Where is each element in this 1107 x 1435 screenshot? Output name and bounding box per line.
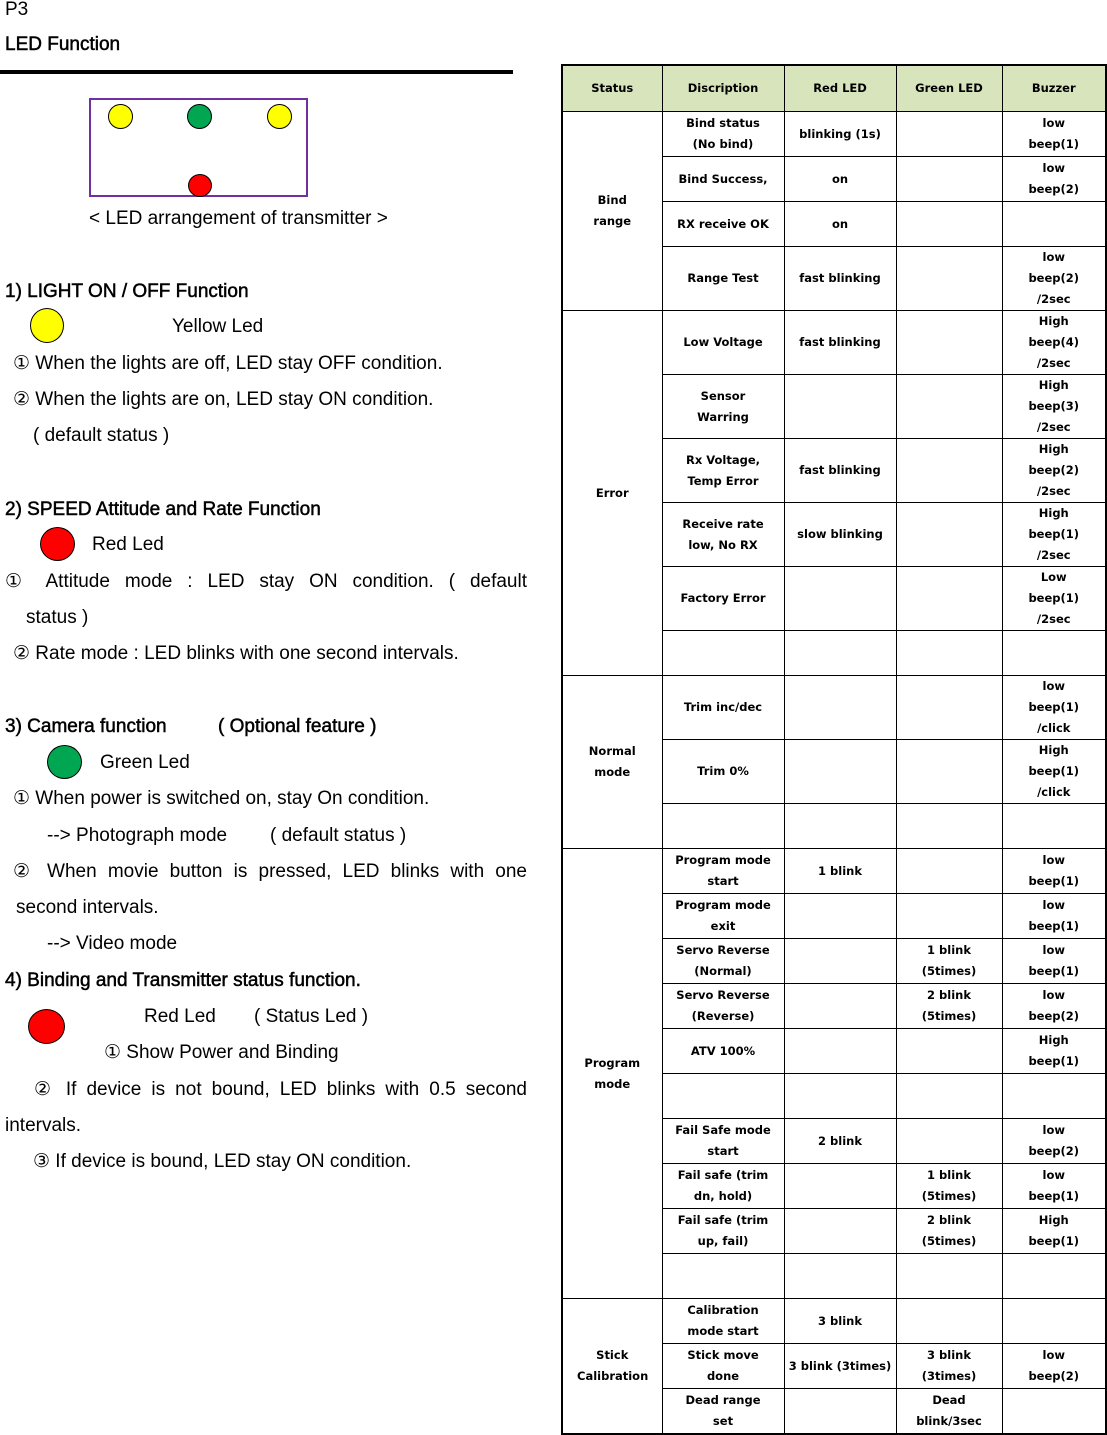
binding-status-led: ( Status Led ) — [254, 1006, 369, 1027]
speed-item-2: ② Rate mode : LED blinks with one second intervals. — [13, 643, 459, 664]
green-led-icon — [187, 104, 212, 129]
buzzer-cell: Low beep(1) /2sec — [1002, 567, 1106, 631]
table-row — [562, 1299, 1106, 1344]
description-cell — [662, 1254, 784, 1299]
buzzer-cell: low beep(2) — [1002, 984, 1106, 1029]
binding-item-2b: intervals. — [5, 1115, 82, 1136]
description-cell: ATV 100% — [662, 1029, 784, 1074]
buzzer-cell — [1002, 1389, 1106, 1435]
red-led-cell: fast blinking — [784, 311, 896, 375]
buzzer-cell — [1002, 804, 1106, 849]
description-cell: Low Voltage — [662, 311, 784, 375]
camera-item-1b: --> Photograph mode — [47, 825, 228, 846]
header-buzzer: Buzzer — [1002, 65, 1106, 112]
red-led-cell — [784, 1389, 896, 1435]
red-led-cell — [784, 984, 896, 1029]
red-led-cell: fast blinking — [784, 247, 896, 311]
camera-item-1: ① When power is switched on, stay On condition. — [13, 788, 430, 809]
buzzer-cell — [1002, 202, 1106, 247]
binding-title: 4) Binding and Transmitter status function. — [5, 970, 361, 991]
header-red-led: Red LED — [784, 65, 896, 112]
buzzer-cell — [1002, 1074, 1106, 1119]
description-cell: Fail Safe mode start — [662, 1119, 784, 1164]
buzzer-cell: High beep(4) /2sec — [1002, 311, 1106, 375]
red-led-cell — [784, 676, 896, 740]
description-cell: Servo Reverse (Normal) — [662, 939, 784, 984]
green-led-cell — [896, 740, 1002, 804]
description-cell: Program mode exit — [662, 894, 784, 939]
red-led-cell: 3 blink (3times) — [784, 1344, 896, 1389]
description-cell: Trim inc/dec — [662, 676, 784, 740]
green-led-cell — [896, 1074, 1002, 1119]
description-cell: Sensor Warring — [662, 375, 784, 439]
buzzer-cell: low beep(1) /click — [1002, 676, 1106, 740]
buzzer-cell: low beep(1) — [1002, 1164, 1106, 1209]
green-led-cell — [896, 1029, 1002, 1074]
led-arrangement-frame — [89, 98, 308, 197]
section-title: LED Function — [5, 34, 121, 55]
buzzer-cell: low beep(2) /2sec — [1002, 247, 1106, 311]
buzzer-cell — [1002, 1299, 1106, 1344]
binding-item-1: ① Show Power and Binding — [104, 1042, 339, 1063]
green-led-cell — [896, 202, 1002, 247]
buzzer-cell: low beep(1) — [1002, 939, 1106, 984]
buzzer-cell: low beep(2) — [1002, 1344, 1106, 1389]
red-led-cell: on — [784, 157, 896, 202]
header-green-led: Green LED — [896, 65, 1002, 112]
table-header-row — [562, 65, 1106, 112]
camera-item-2: ② When movie button is pressed, LED blinks with one — [13, 861, 527, 882]
green-led-cell — [896, 247, 1002, 311]
camera-optional: ( Optional feature ) — [218, 716, 377, 737]
light-item-2: ② When the lights are on, LED stay ON condition. — [13, 389, 434, 410]
red-led-cell — [784, 894, 896, 939]
binding-item-3: ③ If device is bound, LED stay ON condition. — [33, 1151, 412, 1172]
description-cell: RX receive OK — [662, 202, 784, 247]
description-cell: Fail safe (trim up, fail) — [662, 1209, 784, 1254]
description-cell: Receive rate low, No RX — [662, 503, 784, 567]
red-led-cell — [784, 939, 896, 984]
green-led-cell — [896, 311, 1002, 375]
header-description: Discription — [662, 65, 784, 112]
green-led-cell — [896, 1254, 1002, 1299]
red-led-cell: on — [784, 202, 896, 247]
red-led-icon — [188, 174, 212, 197]
description-cell: Stick move done — [662, 1344, 784, 1389]
camera-item-2b: second intervals. — [16, 897, 159, 918]
buzzer-cell: High beep(2) /2sec — [1002, 439, 1106, 503]
red-led-cell — [784, 631, 896, 676]
red-led-status-icon — [28, 1009, 65, 1044]
light-title: 1) LIGHT ON / OFF Function — [5, 281, 249, 302]
description-cell — [662, 631, 784, 676]
red-led-cell — [784, 1029, 896, 1074]
red-led-cell: blinking (1s) — [784, 112, 896, 157]
speed-item-1: ① Attitude mode : LED stay ON condition. ( default — [5, 571, 527, 592]
buzzer-cell: low beep(2) — [1002, 157, 1106, 202]
red-led-cell: fast blinking — [784, 439, 896, 503]
red-led-cell — [784, 1254, 896, 1299]
description-cell: Bind Success, — [662, 157, 784, 202]
red-led-cell: 1 blink — [784, 849, 896, 894]
description-cell — [662, 1074, 784, 1119]
camera-title: 3) Camera function — [5, 716, 167, 737]
binding-item-2: ② If device is not bound, LED blinks with 0.5 second — [34, 1079, 527, 1100]
green-led-cell: 2 blink (5times) — [896, 984, 1002, 1029]
status-group-cell: Error — [562, 311, 662, 676]
description-cell: Bind status (No bind) — [662, 112, 784, 157]
page-label: P3 — [5, 0, 29, 20]
status-group-cell: Normal mode — [562, 676, 662, 849]
green-led-cell — [896, 112, 1002, 157]
description-cell: Rx Voltage, Temp Error — [662, 439, 784, 503]
green-led-cell — [896, 439, 1002, 503]
green-led-cell: 1 blink (5times) — [896, 1164, 1002, 1209]
green-led-cell — [896, 1299, 1002, 1344]
red-led-cell — [784, 1074, 896, 1119]
yellow-led-left-icon — [108, 104, 133, 129]
description-cell: Program mode start — [662, 849, 784, 894]
buzzer-cell: low beep(1) — [1002, 112, 1106, 157]
red-led-cell — [784, 804, 896, 849]
speed-title: 2) SPEED Attitude and Rate Function — [5, 499, 321, 520]
header-status: Status — [562, 65, 662, 112]
red-led-cell — [784, 375, 896, 439]
red-led-cell: slow blinking — [784, 503, 896, 567]
buzzer-cell — [1002, 631, 1106, 676]
red-led-cell — [784, 740, 896, 804]
status-group-cell: Stick Calibration — [562, 1299, 662, 1435]
speed-item-1b: status ) — [26, 607, 89, 628]
table-row — [562, 112, 1106, 157]
red-led-cell — [784, 1164, 896, 1209]
camera-led-label: Green Led — [100, 752, 190, 773]
led-caption: < LED arrangement of transmitter > — [89, 208, 388, 229]
description-cell — [662, 804, 784, 849]
description-cell: Fail safe (trim dn, hold) — [662, 1164, 784, 1209]
green-led-cell — [896, 567, 1002, 631]
green-led-camera-icon — [47, 745, 82, 779]
green-led-cell: 2 blink (5times) — [896, 1209, 1002, 1254]
description-cell: Calibration mode start — [662, 1299, 784, 1344]
buzzer-cell: High beep(1) — [1002, 1209, 1106, 1254]
green-led-cell — [896, 676, 1002, 740]
description-cell: Servo Reverse (Reverse) — [662, 984, 784, 1029]
led-status-table — [561, 64, 1107, 1435]
description-cell: Range Test — [662, 247, 784, 311]
table-row — [562, 849, 1106, 894]
green-led-cell — [896, 157, 1002, 202]
green-led-cell — [896, 849, 1002, 894]
buzzer-cell — [1002, 1254, 1106, 1299]
buzzer-cell: High beep(1) /click — [1002, 740, 1106, 804]
status-group-cell: Program mode — [562, 849, 662, 1299]
title-rule — [0, 70, 513, 74]
green-led-cell: 3 blink (3times) — [896, 1344, 1002, 1389]
buzzer-cell: High beep(1) — [1002, 1029, 1106, 1074]
yellow-led-icon — [30, 308, 64, 343]
table-row — [562, 676, 1106, 740]
green-led-cell — [896, 503, 1002, 567]
green-led-cell: 1 blink (5times) — [896, 939, 1002, 984]
buzzer-cell: low beep(1) — [1002, 894, 1106, 939]
buzzer-cell: low beep(2) — [1002, 1119, 1106, 1164]
red-led-speed-icon — [40, 527, 75, 561]
light-item-2b: ( default status ) — [33, 425, 170, 446]
green-led-cell — [896, 1119, 1002, 1164]
buzzer-cell: High beep(3) /2sec — [1002, 375, 1106, 439]
table-row — [562, 311, 1106, 375]
green-led-cell — [896, 631, 1002, 676]
red-led-cell: 2 blink — [784, 1119, 896, 1164]
red-led-cell: 3 blink — [784, 1299, 896, 1344]
light-item-1: ① When the lights are off, LED stay OFF condition. — [13, 353, 443, 374]
red-led-cell — [784, 567, 896, 631]
binding-led-label: Red Led — [144, 1006, 216, 1027]
buzzer-cell: High beep(1) /2sec — [1002, 503, 1106, 567]
light-led-label: Yellow Led — [172, 316, 264, 337]
green-led-cell — [896, 894, 1002, 939]
green-led-cell: Dead blink/3sec — [896, 1389, 1002, 1435]
yellow-led-right-icon — [267, 104, 292, 129]
description-cell: Trim 0% — [662, 740, 784, 804]
red-led-cell — [784, 1209, 896, 1254]
description-cell: Factory Error — [662, 567, 784, 631]
green-led-cell — [896, 375, 1002, 439]
camera-item-1c: ( default status ) — [270, 825, 407, 846]
status-group-cell: Bind range — [562, 112, 662, 311]
green-led-cell — [896, 804, 1002, 849]
buzzer-cell: low beep(1) — [1002, 849, 1106, 894]
speed-led-label: Red Led — [92, 534, 164, 555]
description-cell: Dead range set — [662, 1389, 784, 1435]
camera-item-2c: --> Video mode — [47, 933, 178, 954]
